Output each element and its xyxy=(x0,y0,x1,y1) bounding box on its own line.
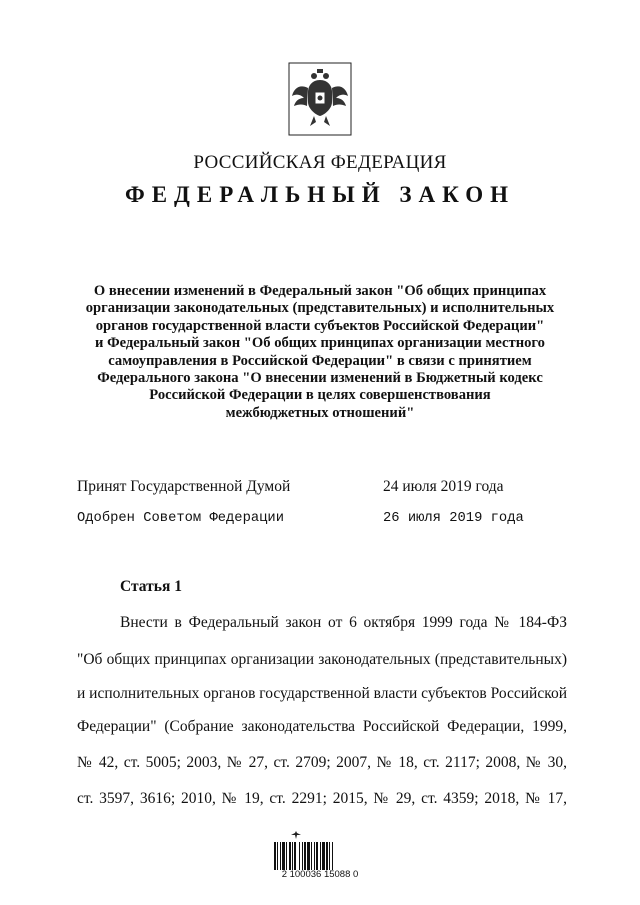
barcode-number: 2 100036 15088 0 xyxy=(281,869,359,880)
country-name: РОССИЙСКАЯ ФЕДЕРАЦИЯ xyxy=(193,152,447,173)
article-text-line: "Об общих принципах организации законодательных (представительных) xyxy=(77,651,567,668)
law-title xyxy=(70,283,570,422)
article-text-line: Федерации" (Собрание законодательства Российской Федерации, 1999, xyxy=(77,718,567,735)
article-text-line: ст. 3597, 3616; 2010, № 19, ст. 2291; 2015, № 29, ст. 4359; 2018, № 17, xyxy=(77,790,567,807)
article-heading: Статья 1 xyxy=(120,578,182,595)
state-emblem-icon xyxy=(288,62,352,136)
law-title-line: Федерального закона "О внесении изменений в Бюджетный кодекс xyxy=(97,370,543,387)
document-type: ФЕДЕРАЛЬНЫЙ ЗАКОН xyxy=(124,182,516,207)
law-title-line: О внесении изменений в Федеральный закон "Об общих принципах xyxy=(93,283,547,299)
law-title-line: органов государственной власти субъектов Российской Федерации" xyxy=(95,317,545,334)
council-approval-date: 26 июля 2019 года xyxy=(383,511,524,526)
duma-adoption-label: Принят Государственной Думой xyxy=(77,478,291,495)
article-text-line: и исполнительных органов государственной власти субъектов Российской xyxy=(77,685,568,702)
law-title-line: межбюджетных отношений" xyxy=(225,404,415,421)
council-approval-label: Одобрен Советом Федерации xyxy=(77,511,284,526)
article-text-line: № 42, ст. 5005; 2003, № 27, ст. 2709; 2007, № 18, ст. 2117; 2008, № 30, xyxy=(77,754,567,771)
law-title-line: Российской Федерации в целях совершенствования xyxy=(149,387,491,404)
law-title-line: самоуправления в Российской Федерации" в связи с принятием xyxy=(108,352,532,369)
small-eagle-icon xyxy=(290,830,302,840)
law-title-line: организации законодательных (представительных) и исполнительных xyxy=(85,300,555,317)
law-title-line: и Федеральный закон "Об общих принципах организации местного xyxy=(95,335,545,352)
barcode xyxy=(274,842,364,870)
duma-adoption-date: 24 июля 2019 года xyxy=(383,478,504,495)
article-text-line: Внести в Федеральный закон от 6 октября 1999 года № 184-ФЗ xyxy=(120,614,567,631)
